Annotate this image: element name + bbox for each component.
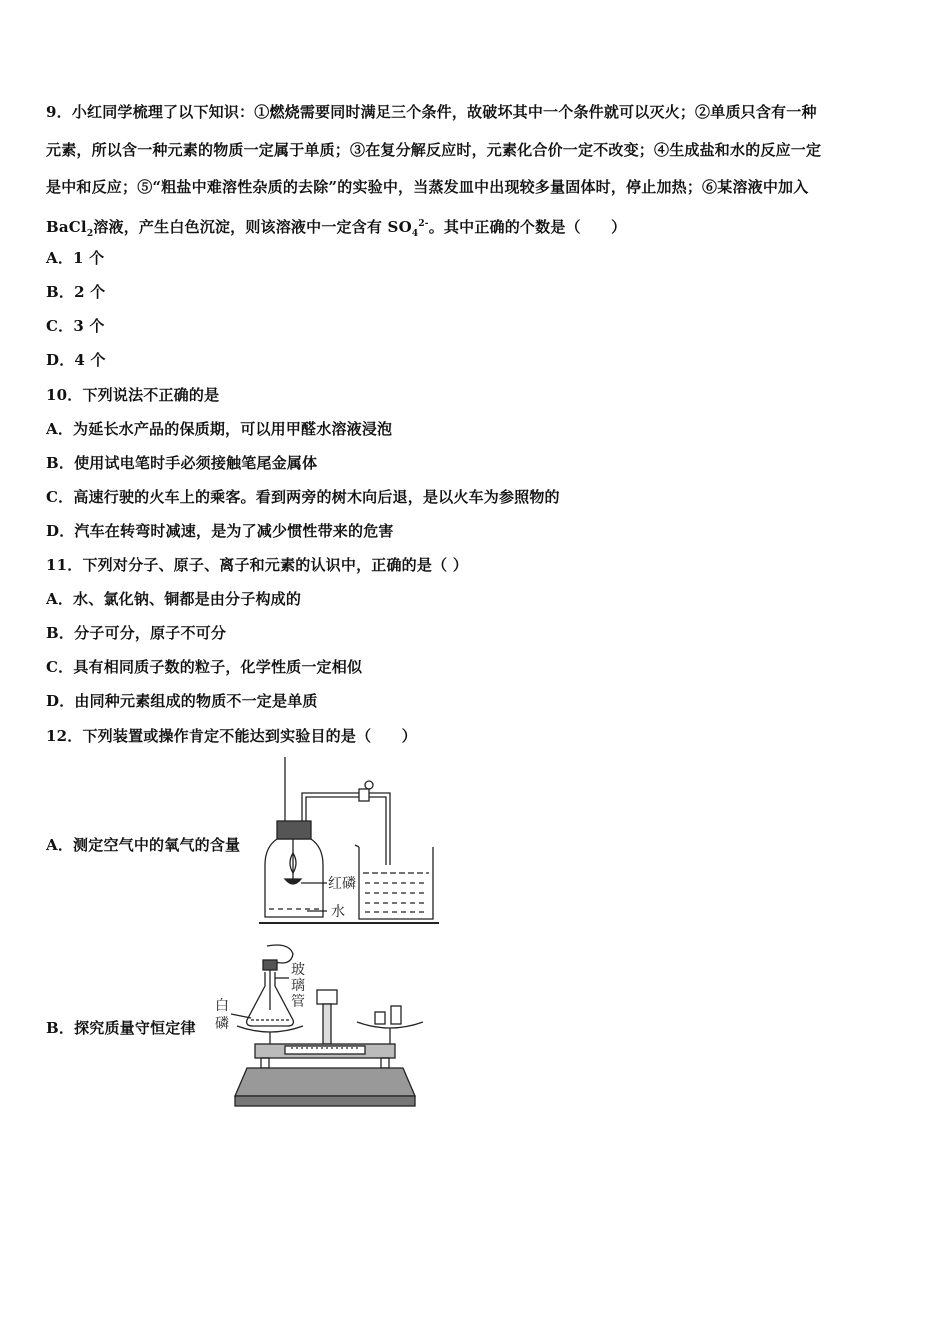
glass-tube-label-3: 管 bbox=[291, 994, 305, 1010]
q10-option-c: C．高速行驶的火车上的乘客。看到两旁的树木向后退，是以火车为参照物的 bbox=[46, 488, 560, 506]
q9-text: 。其中正确的个数是（ ） bbox=[428, 218, 627, 236]
q12-option-a: A．测定空气中的氧气的含量 bbox=[46, 836, 241, 854]
q9-subscript: 4 bbox=[411, 229, 419, 239]
q11-stem: 11．下列对分子、原子、离子和元素的认识中，正确的是（ ） bbox=[46, 556, 468, 574]
q12-stem: 12．下列装置或操作肯定不能达到实验目的是（ ） bbox=[46, 727, 417, 745]
q9-option-c: C．3 个 bbox=[46, 317, 105, 335]
q9-text: BaCl bbox=[46, 218, 87, 236]
q12-option-b: B．探究质量守恒定律 bbox=[46, 1019, 196, 1037]
q9-stem-line-2: 元素，所以含一种元素的物质一定属于单质；③在复分解反应时，元素化合价一定不改变；④生成盐和水的反应一定 bbox=[46, 141, 822, 159]
q9-option-a: A．1 个 bbox=[46, 249, 105, 267]
q10-option-a: A．为延长水产品的保质期，可以用甲醛水溶液浸泡 bbox=[46, 420, 393, 438]
q9-text: 溶液，产生白色沉淀，则该溶液中一定含有 SO bbox=[93, 218, 412, 236]
q11-option-d: D．由同种元素组成的物质不一定是单质 bbox=[46, 692, 318, 710]
q10-option-b: B．使用试电笔时手必须接触笔尾金属体 bbox=[46, 454, 318, 472]
balance-apparatus-figure bbox=[205, 938, 425, 1113]
q9-option-b: B．2 个 bbox=[46, 283, 106, 301]
glass-tube-label-1: 玻 bbox=[291, 962, 305, 978]
q9-superscript: 2- bbox=[418, 219, 429, 229]
glass-tube-label-2: 璃 bbox=[291, 978, 305, 994]
q9-stem-line-3: 是中和反应；⑤“粗盐中难溶性杂质的去除”的实验中，当蒸发皿中出现较多量固体时，停止加热；⑥某溶液中加入 bbox=[46, 178, 809, 196]
q11-option-a: A．水、氯化钠、铜都是由分子构成的 bbox=[46, 590, 302, 608]
oxygen-apparatus-figure bbox=[255, 755, 445, 930]
white-phosphorus-label-1: 白 bbox=[215, 998, 229, 1014]
q10-option-d: D．汽车在转弯时减速，是为了减少惯性带来的危害 bbox=[46, 522, 394, 540]
q10-stem: 10．下列说法不正确的是 bbox=[46, 386, 220, 404]
water-label: 水 bbox=[331, 904, 345, 920]
q9-option-d: D．4 个 bbox=[46, 351, 106, 369]
q9-stem-line-4 bbox=[46, 214, 626, 244]
red-phosphorus-label: 红磷 bbox=[328, 876, 356, 892]
q11-option-c: C．具有相同质子数的粒子，化学性质一定相似 bbox=[46, 658, 363, 676]
white-phosphorus-label-2: 磷 bbox=[215, 1016, 229, 1032]
q9-subscript: 2 bbox=[86, 229, 94, 239]
q9-stem-line-1: 9．小红同学梳理了以下知识：①燃烧需要同时满足三个条件，故破坏其中一个条件就可以灭火；②单质只含有一种 bbox=[46, 103, 817, 121]
q11-option-b: B．分子可分，原子不可分 bbox=[46, 624, 227, 642]
